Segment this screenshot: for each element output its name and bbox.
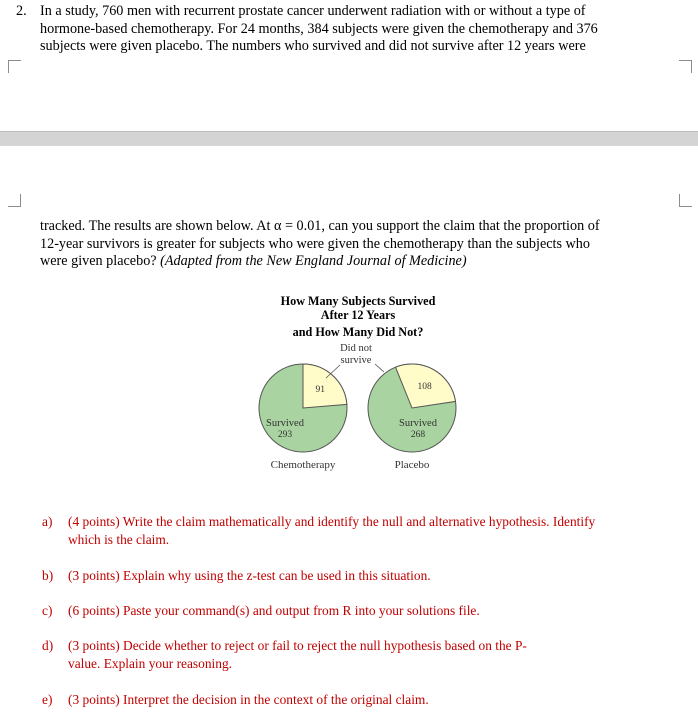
pie-value-label-did-not-survive: 108 [417, 381, 432, 392]
question-item-text: (6 points) Paste your command(s) and output from R into your solutions file. [68, 603, 480, 618]
question-line-5: 12-year survivors is greater for subjects who were given the chemotherapy than the subjects who [40, 235, 590, 252]
source-note: (Adapted from the New England Journal of Medicine) [160, 253, 467, 270]
document-page-1 [0, 0, 698, 131]
question-line-2: hormone-based chemotherapy. For 24 months, 384 subjects were given the chemotherapy and 376 [40, 20, 598, 37]
question-item-text: (3 points) Decide whether to reject or fail to reject the null hypothesis based on the P- [68, 638, 527, 653]
chart-title-line-1: How Many Subjects Survived [280, 294, 436, 308]
question-line-1: In a study, 760 men with recurrent prostate cancer underwent radiation with or without a type of [40, 3, 586, 19]
callout-label-line-2: survive [340, 355, 372, 366]
document-page-2 [0, 146, 698, 715]
question-item-text: which is the claim. [68, 531, 170, 547]
pie-label-survived: Survived [399, 418, 437, 429]
callout-leader-placebo [375, 364, 384, 372]
crop-mark-bottom-right [679, 194, 692, 207]
pie-value-label-did-not-survive: 91 [315, 385, 326, 396]
chart-title-line-2: After 12 Years [320, 308, 396, 322]
survival-pie-chart [248, 290, 468, 480]
crop-mark-bottom-left [8, 194, 21, 207]
crop-mark-top-left [8, 60, 21, 73]
pie-value-label-survived: 268 [410, 430, 426, 440]
question-line-6-text: were given placebo? [40, 253, 157, 270]
pie-label-survived: Survived [266, 418, 304, 429]
question-line-3: subjects were given placebo. The numbers who survived and did not survive after 12 years were [40, 38, 586, 55]
question-item-label: b) [42, 568, 54, 583]
pie-chart-svg [248, 340, 468, 480]
question-item-text: (3 points) Explain why using the z-test can be used in this situation. [68, 568, 431, 583]
pie-value-label-survived: 293 [277, 430, 293, 440]
pie-category-label: Placebo [394, 459, 430, 471]
question-item-label: a) [42, 514, 53, 529]
crop-mark-top-right [679, 60, 692, 73]
question-number: 2. [16, 3, 27, 19]
callout-label-line-1: Did not [340, 343, 372, 354]
question-item-label: e) [42, 692, 53, 707]
question-item-text: (3 points) Interpret the decision in the context of the original claim. [68, 692, 429, 707]
question-line-6 [40, 253, 467, 271]
question-item-text: value. Explain your reasoning. [68, 655, 232, 671]
question-line-4: tracked. The results are shown below. At α = 0.01, can you support the claim that the proportion of [40, 218, 600, 234]
question-item-text: (4 points) Write the claim mathematically and identify the null and alternative hypothesis. Identify [68, 514, 596, 529]
chart-title-line-3: and How Many Did Not? [292, 325, 424, 339]
question-item-label: c) [42, 603, 53, 618]
page-break-gap [0, 131, 698, 147]
pie-category-label: Chemotherapy [270, 459, 336, 471]
question-item-label: d) [42, 638, 54, 653]
